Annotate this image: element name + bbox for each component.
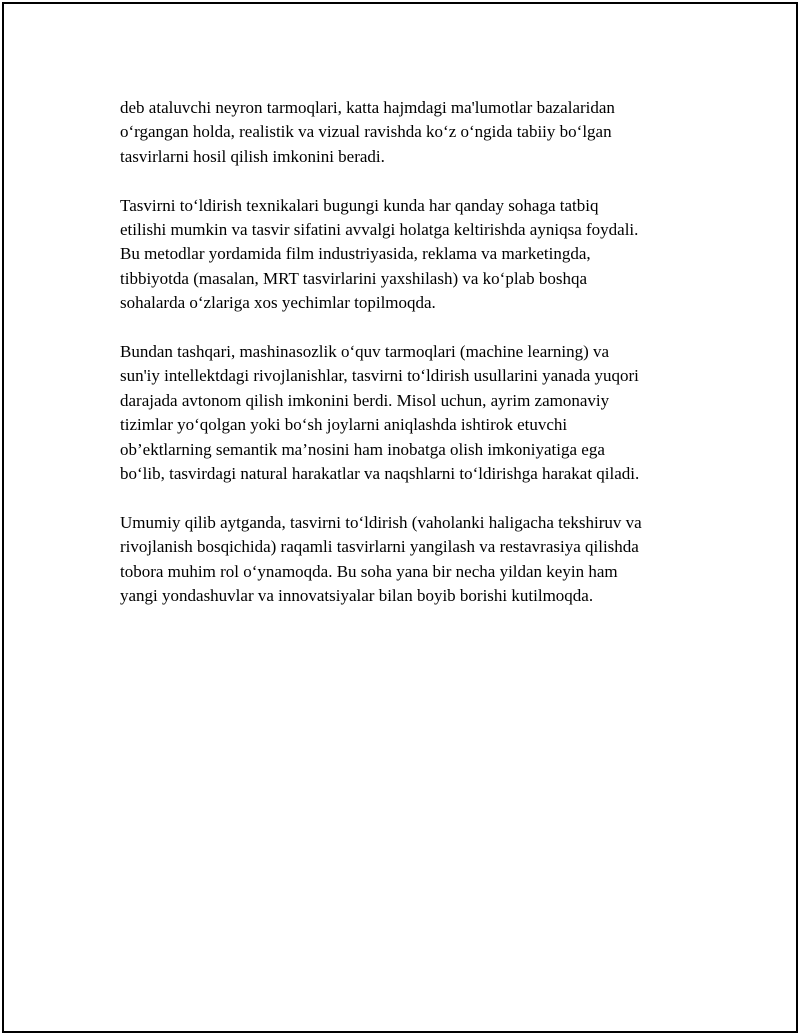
text-line: rivojlanish bosqichida) raqamli tasvirlarni yangilash va restavrasiya qilishda [120, 537, 639, 557]
document-page [2, 2, 798, 1033]
text-line: bo‘lib, tasvirdagi natural harakatlar va naqshlarni to‘ldirishga harakat qiladi. [120, 464, 640, 484]
text-line: yangi yondashuvlar va innovatsiyalar bilan boyib borishi kutilmoqda. [120, 586, 594, 606]
paragraph-3 [120, 340, 696, 486]
text-line: Tasvirni to‘ldirish texnikalari bugungi kunda har qanday sohaga tatbiq [120, 195, 599, 215]
text-line: tibbiyotda (masalan, MRT tasvirlarini yaxshilash) va ko‘plab boshqa [120, 268, 588, 288]
text-line: Bu metodlar yordamida film industriyasida, reklama va marketingda, [120, 244, 591, 264]
text-line: ob’ektlarning semantik ma’nosini ham inobatga olish imkoniyatiga ega [120, 439, 605, 459]
text-line: tizimlar yo‘qolgan yoki bo‘sh joylarni aniqlashda ishtirok etuvchi [120, 415, 568, 435]
text-line: etilishi mumkin va tasvir sifatini avvalgi holatga keltirishda ayniqsa foydali. [120, 220, 639, 240]
text-line: tasvirlarni hosil qilish imkonini beradi. [120, 146, 385, 166]
text-line: o‘rgangan holda, realistik va vizual ravishda ko‘z o‘ngida tabiiy bo‘lgan [120, 122, 612, 142]
text-line: sun'iy intellektdagi rivojlanishlar, tasvirni to‘ldirish usullarini yanada yuqori [120, 366, 639, 386]
document-body [120, 96, 696, 633]
paragraph-2 [120, 194, 696, 316]
paragraph-1 [120, 96, 696, 169]
text-line: sohalarda o‘zlariga xos yechimlar topilmoqda. [120, 293, 436, 313]
text-line: Bundan tashqari, mashinasozlik o‘quv tarmoqlari (machine learning) va [120, 342, 610, 362]
text-line: deb ataluvchi neyron tarmoqlari, katta hajmdagi ma'lumotlar bazalaridan [120, 98, 615, 117]
text-line: Umumiy qilib aytganda, tasvirni to‘ldirish (vaholanki haligacha tekshiruv va [120, 512, 642, 532]
text-line: tobora muhim rol o‘ynamoqda. Bu soha yana bir necha yildan keyin ham [120, 561, 618, 581]
text-line: darajada avtonom qilish imkonini berdi. Misol uchun, ayrim zamonaviy [120, 390, 610, 410]
paragraph-4 [120, 511, 696, 609]
